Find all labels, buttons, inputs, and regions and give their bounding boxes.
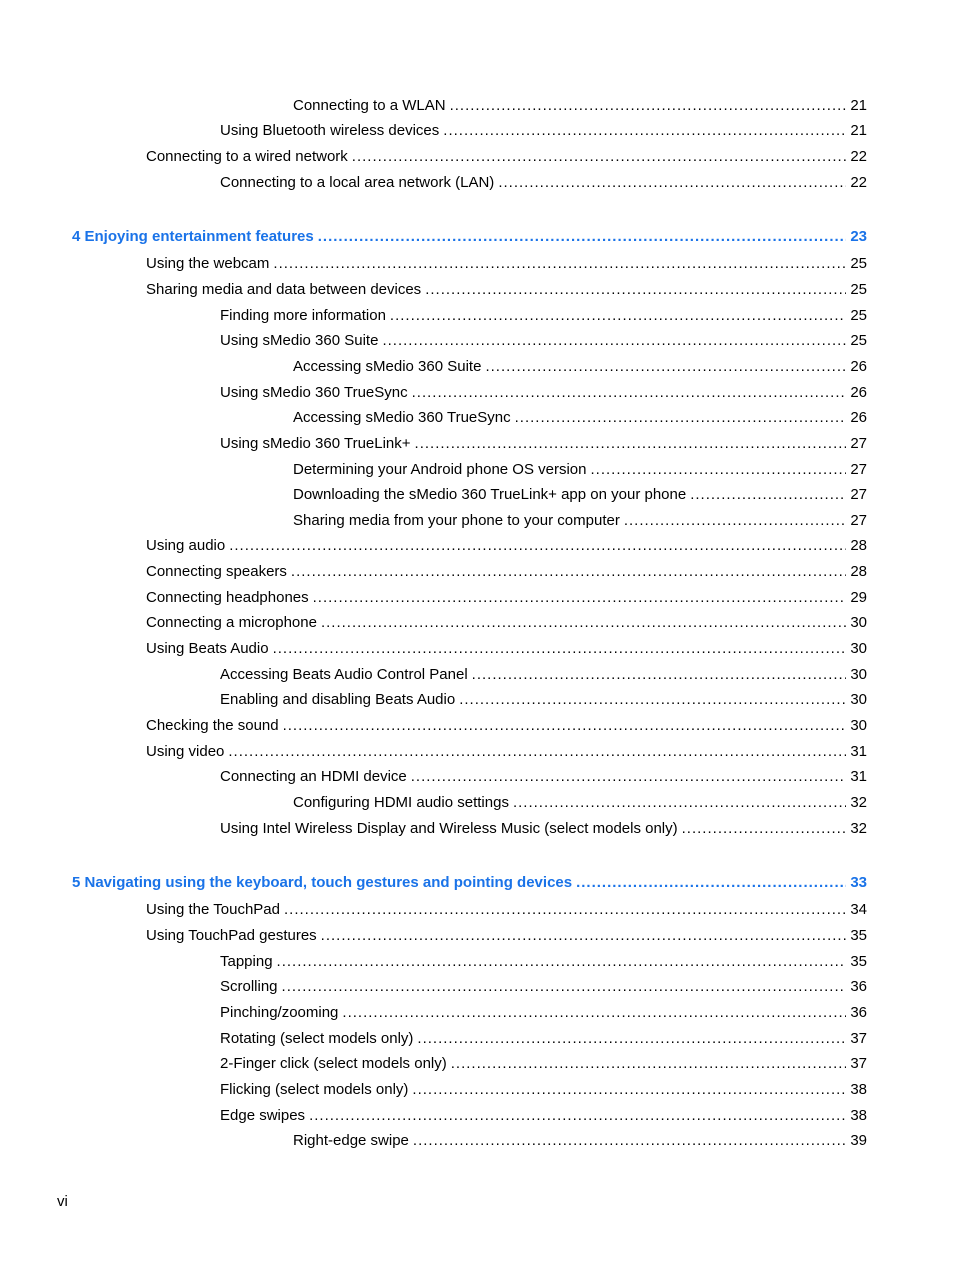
toc-entry-page: 33 — [850, 874, 867, 891]
toc-entry-title: Connecting an HDMI device — [220, 768, 407, 785]
dot-leader — [513, 792, 846, 814]
toc-entry-page: 35 — [850, 927, 867, 944]
toc-entry-title: Using video — [146, 743, 225, 760]
toc-entry[interactable] — [293, 792, 867, 814]
toc-entry[interactable] — [146, 535, 867, 557]
toc-entry[interactable] — [220, 818, 867, 840]
toc-entry-title: Using Intel Wireless Display and Wireless Music (select models only) — [220, 820, 678, 837]
dot-leader — [459, 689, 846, 711]
toc-entry[interactable] — [146, 925, 867, 947]
toc-entry-page: 30 — [850, 717, 867, 734]
dot-leader — [273, 253, 846, 275]
toc-entry-page: 30 — [850, 640, 867, 657]
toc-entry[interactable] — [220, 766, 867, 788]
dot-leader — [425, 279, 846, 301]
dot-leader — [273, 638, 847, 660]
toc-entry[interactable] — [293, 510, 867, 532]
toc-entry-page: 29 — [850, 589, 867, 606]
toc-entry-page: 27 — [850, 461, 867, 478]
toc-entry-title: Connecting a microphone — [146, 614, 317, 631]
toc-entry-page: 32 — [850, 820, 867, 837]
toc-entry[interactable] — [220, 1105, 867, 1127]
dot-leader — [412, 382, 847, 404]
toc-entry[interactable] — [220, 976, 867, 998]
toc-entry[interactable] — [146, 612, 867, 634]
toc-entry-title: Tapping — [220, 953, 273, 970]
toc-entry-title: Using audio — [146, 537, 226, 554]
dot-leader — [472, 664, 847, 686]
toc-entry-title: Connecting to a wired network — [146, 148, 348, 165]
toc-entry-title: Connecting to a local area network (LAN) — [220, 174, 495, 191]
toc-entry-page: 37 — [850, 1055, 867, 1072]
toc-entry-title: Using Bluetooth wireless devices — [220, 122, 440, 139]
toc-chapter-entry[interactable] — [72, 872, 867, 894]
toc-entry[interactable] — [220, 951, 867, 973]
toc-entry-title: Using sMedio 360 Suite — [220, 332, 379, 349]
dot-leader — [412, 1079, 846, 1101]
page-number: vi — [57, 1193, 68, 1210]
toc-entry[interactable] — [146, 561, 867, 583]
toc-entry[interactable] — [220, 689, 867, 711]
toc-entry-page: 34 — [850, 901, 867, 918]
toc-entry-page: 30 — [850, 666, 867, 683]
toc-entry-title: Using sMedio 360 TrueLink+ — [220, 435, 411, 452]
toc-entry[interactable] — [220, 664, 867, 686]
toc-entry-page: 27 — [850, 486, 867, 503]
dot-leader — [576, 872, 846, 894]
dot-leader — [498, 172, 846, 194]
toc-entry[interactable] — [293, 1130, 867, 1152]
toc-entry[interactable] — [293, 95, 867, 117]
dot-leader — [282, 976, 847, 998]
toc-entry-page: 32 — [850, 794, 867, 811]
toc-entry-title: Sharing media and data between devices — [146, 281, 422, 298]
dot-leader — [283, 715, 847, 737]
toc-entry[interactable] — [146, 587, 867, 609]
toc-entry[interactable] — [220, 172, 867, 194]
dot-leader — [624, 510, 846, 532]
dot-leader — [277, 951, 847, 973]
toc-entry-page: 27 — [850, 435, 867, 452]
toc-entry-page: 30 — [850, 691, 867, 708]
dot-leader — [411, 766, 847, 788]
dot-leader — [413, 1130, 846, 1152]
toc-entry[interactable] — [220, 1079, 867, 1101]
toc-entry-title: Using TouchPad gestures — [146, 927, 317, 944]
toc-entry-title: 4 Enjoying entertainment features — [72, 228, 314, 245]
toc-entry-page: 28 — [850, 563, 867, 580]
toc-entry[interactable] — [220, 120, 867, 142]
dot-leader — [228, 741, 846, 763]
toc-entry[interactable] — [220, 330, 867, 352]
toc-entry-page: 30 — [850, 614, 867, 631]
toc-entry-title: 5 Navigating using the keyboard, touch gestures and pointing devices — [72, 874, 573, 891]
toc-entry-title: Configuring HDMI audio settings — [293, 794, 509, 811]
toc-entry-title: Pinching/zooming — [220, 1004, 339, 1021]
toc-entry-page: 36 — [850, 978, 867, 995]
toc-entry[interactable] — [146, 899, 867, 921]
toc-entry-title: Accessing sMedio 360 TrueSync — [293, 409, 511, 426]
toc-entry-page: 25 — [850, 332, 867, 349]
dot-leader — [591, 459, 847, 481]
toc-entry-page: 22 — [850, 174, 867, 191]
toc-entry-title: Edge swipes — [220, 1107, 306, 1124]
toc-entry-page: 36 — [850, 1004, 867, 1021]
dot-leader — [690, 484, 846, 506]
toc-entry-page: 31 — [850, 768, 867, 785]
toc-entry[interactable] — [146, 146, 867, 168]
toc-entry-page: 31 — [850, 743, 867, 760]
toc-entry-title: Checking the sound — [146, 717, 279, 734]
toc-entry-page: 26 — [850, 358, 867, 375]
dot-leader — [515, 407, 847, 429]
toc-entry-title: Right-edge swipe — [293, 1132, 409, 1149]
toc-entry-page: 26 — [850, 409, 867, 426]
toc-entry-page: 22 — [850, 148, 867, 165]
toc-entry[interactable] — [146, 638, 867, 660]
toc-entry-title: Using the TouchPad — [146, 901, 280, 918]
toc-entry-page: 26 — [850, 384, 867, 401]
dot-leader — [417, 1028, 846, 1050]
toc-entry-title: Sharing media from your phone to your computer — [293, 512, 620, 529]
dot-leader — [352, 146, 847, 168]
toc-entry-page: 28 — [850, 537, 867, 554]
toc-entry-title: Accessing sMedio 360 Suite — [293, 358, 482, 375]
toc-chapter-entry[interactable] — [72, 226, 867, 248]
toc-entry[interactable] — [146, 279, 867, 301]
toc-entry[interactable] — [293, 459, 867, 481]
dot-leader — [485, 356, 846, 378]
toc-entry-page: 21 — [850, 122, 867, 139]
toc-entry-title: Connecting headphones — [146, 589, 309, 606]
dot-leader — [450, 95, 847, 117]
toc-entry[interactable] — [146, 715, 867, 737]
dot-leader — [451, 1053, 847, 1075]
toc-entry[interactable] — [220, 1053, 867, 1075]
toc-entry[interactable] — [293, 407, 867, 429]
toc-entry-title: Scrolling — [220, 978, 278, 995]
toc-entry[interactable] — [293, 356, 867, 378]
toc-entry-title: Determining your Android phone OS version — [293, 461, 587, 478]
dot-leader — [321, 612, 846, 634]
dot-leader — [229, 535, 846, 557]
toc-entry[interactable] — [146, 253, 867, 275]
dot-leader — [313, 587, 847, 609]
dot-leader — [321, 925, 847, 947]
dot-leader — [382, 330, 846, 352]
toc-entry[interactable] — [220, 1002, 867, 1024]
dot-leader — [443, 120, 846, 142]
dot-leader — [390, 305, 846, 327]
toc-entry-page: 39 — [850, 1132, 867, 1149]
toc-entry-page: 21 — [850, 97, 867, 114]
toc-entry-title: 2-Finger click (select models only) — [220, 1055, 447, 1072]
toc-entry-page: 37 — [850, 1030, 867, 1047]
toc-entry-page: 25 — [850, 255, 867, 272]
dot-leader — [309, 1105, 846, 1127]
toc-entry-title: Flicking (select models only) — [220, 1081, 409, 1098]
dot-leader — [342, 1002, 846, 1024]
dot-leader — [318, 226, 847, 248]
toc-entry-page: 38 — [850, 1107, 867, 1124]
toc-entry-page: 27 — [850, 512, 867, 529]
toc-entry-title: Using the webcam — [146, 255, 270, 272]
toc-entry-title: Downloading the sMedio 360 TrueLink+ app on your phone — [293, 486, 687, 503]
toc-entry-title: Using Beats Audio — [146, 640, 269, 657]
toc-entry-title: Finding more information — [220, 307, 386, 324]
toc-entry-page: 25 — [850, 307, 867, 324]
toc-entry-title: Enabling and disabling Beats Audio — [220, 691, 456, 708]
toc-entry[interactable] — [220, 1028, 867, 1050]
toc-entry-title: Rotating (select models only) — [220, 1030, 414, 1047]
toc-entry[interactable] — [220, 305, 867, 327]
dot-leader — [682, 818, 847, 840]
dot-leader — [415, 433, 847, 455]
toc-entry-title: Connecting speakers — [146, 563, 287, 580]
dot-leader — [284, 899, 846, 921]
toc-entry[interactable] — [220, 433, 867, 455]
toc-entry-page: 35 — [850, 953, 867, 970]
toc-entry-title: Accessing Beats Audio Control Panel — [220, 666, 468, 683]
toc-entry-page: 25 — [850, 281, 867, 298]
toc-entry-title: Connecting to a WLAN — [293, 97, 446, 114]
toc-entry-page: 23 — [850, 228, 867, 245]
toc-entry[interactable] — [220, 382, 867, 404]
toc-entry[interactable] — [293, 484, 867, 506]
dot-leader — [291, 561, 846, 583]
toc-entry-title: Using sMedio 360 TrueSync — [220, 384, 408, 401]
toc-entry-page: 38 — [850, 1081, 867, 1098]
toc-entry[interactable] — [146, 741, 867, 763]
